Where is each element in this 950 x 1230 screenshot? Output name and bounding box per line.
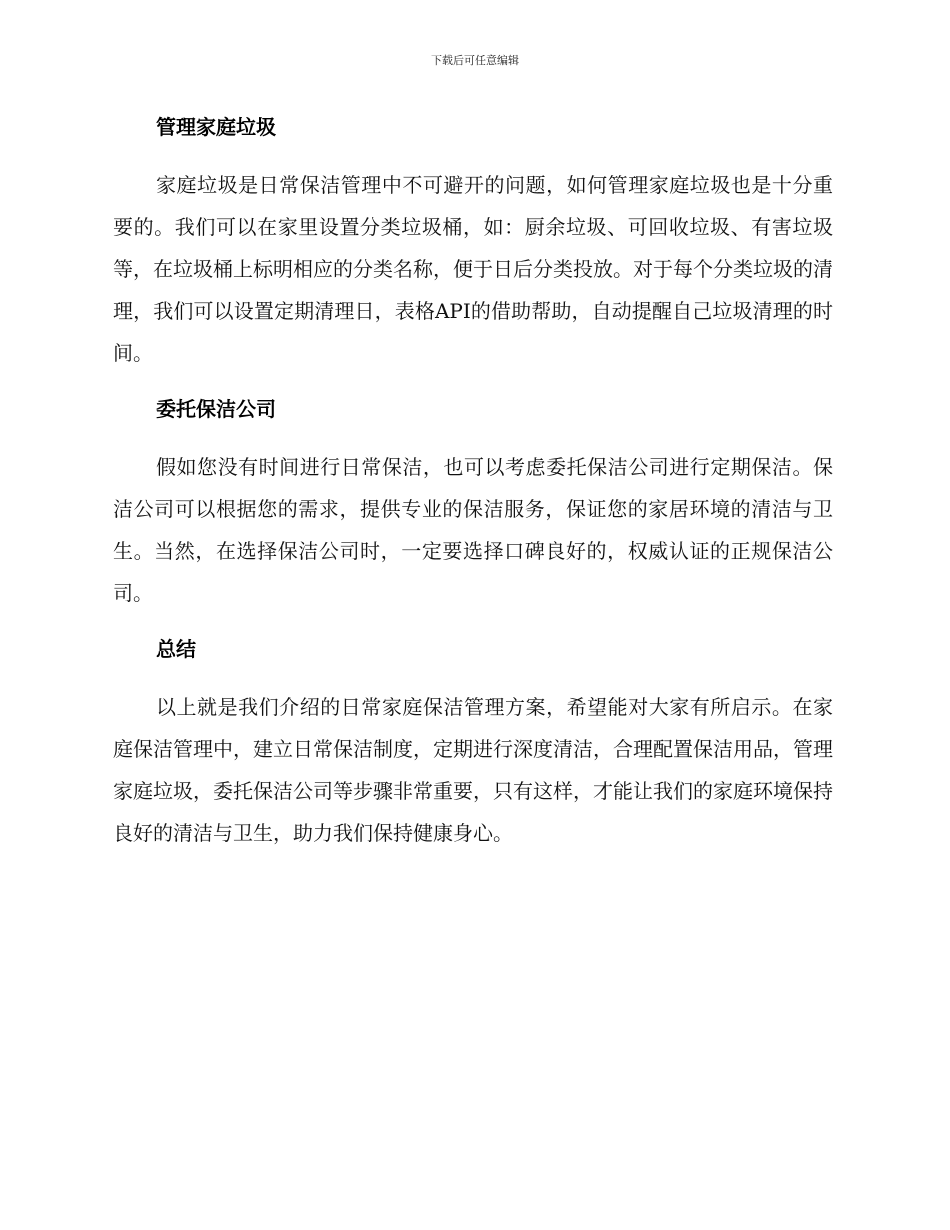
page-header: 下载后可任意编辑 xyxy=(431,54,519,67)
section-heading-cleaning-company: 委托保洁公司 xyxy=(156,397,276,421)
section-heading-summary: 总结 xyxy=(156,637,196,661)
section-paragraph-manage-household-waste: 家庭垃圾是日常保洁管理中不可避开的问题，如何管理家庭垃圾也是十分重要的。我们可以在家里设置分类垃圾桶，如：厨余垃圾、可回收垃圾、有害垃圾等，在垃圾桶上标明相应的分类名称，便于日后分类投放。对于每个分类垃圾的清理，我们可以设置定期清理日，表格API的借助帮助，自动提醒自己垃圾清理的时间。 xyxy=(113,173,833,365)
section-paragraph-summary: 以上就是我们介绍的日常家庭保洁管理方案，希望能对大家有所启示。在家庭保洁管理中，建立日常保洁制度，定期进行深度清洁，合理配置保洁用品，管理家庭垃圾，委托保洁公司等步骤非常重要，只有这样，才能让我们的家庭环境保持良好的清洁与卫生，助力我们保持健康身心。 xyxy=(113,695,833,845)
section-paragraph-cleaning-company: 假如您没有时间进行日常保洁，也可以考虑委托保洁公司进行定期保洁。保洁公司可以根据您的需求，提供专业的保洁服务，保证您的家居环境的清洁与卫生。当然，在选择保洁公司时，一定要选择口碑良好的，权威认证的正规保洁公司。 xyxy=(113,455,833,605)
document-body xyxy=(113,108,833,854)
section-heading-manage-household-waste: 管理家庭垃圾 xyxy=(156,115,276,139)
